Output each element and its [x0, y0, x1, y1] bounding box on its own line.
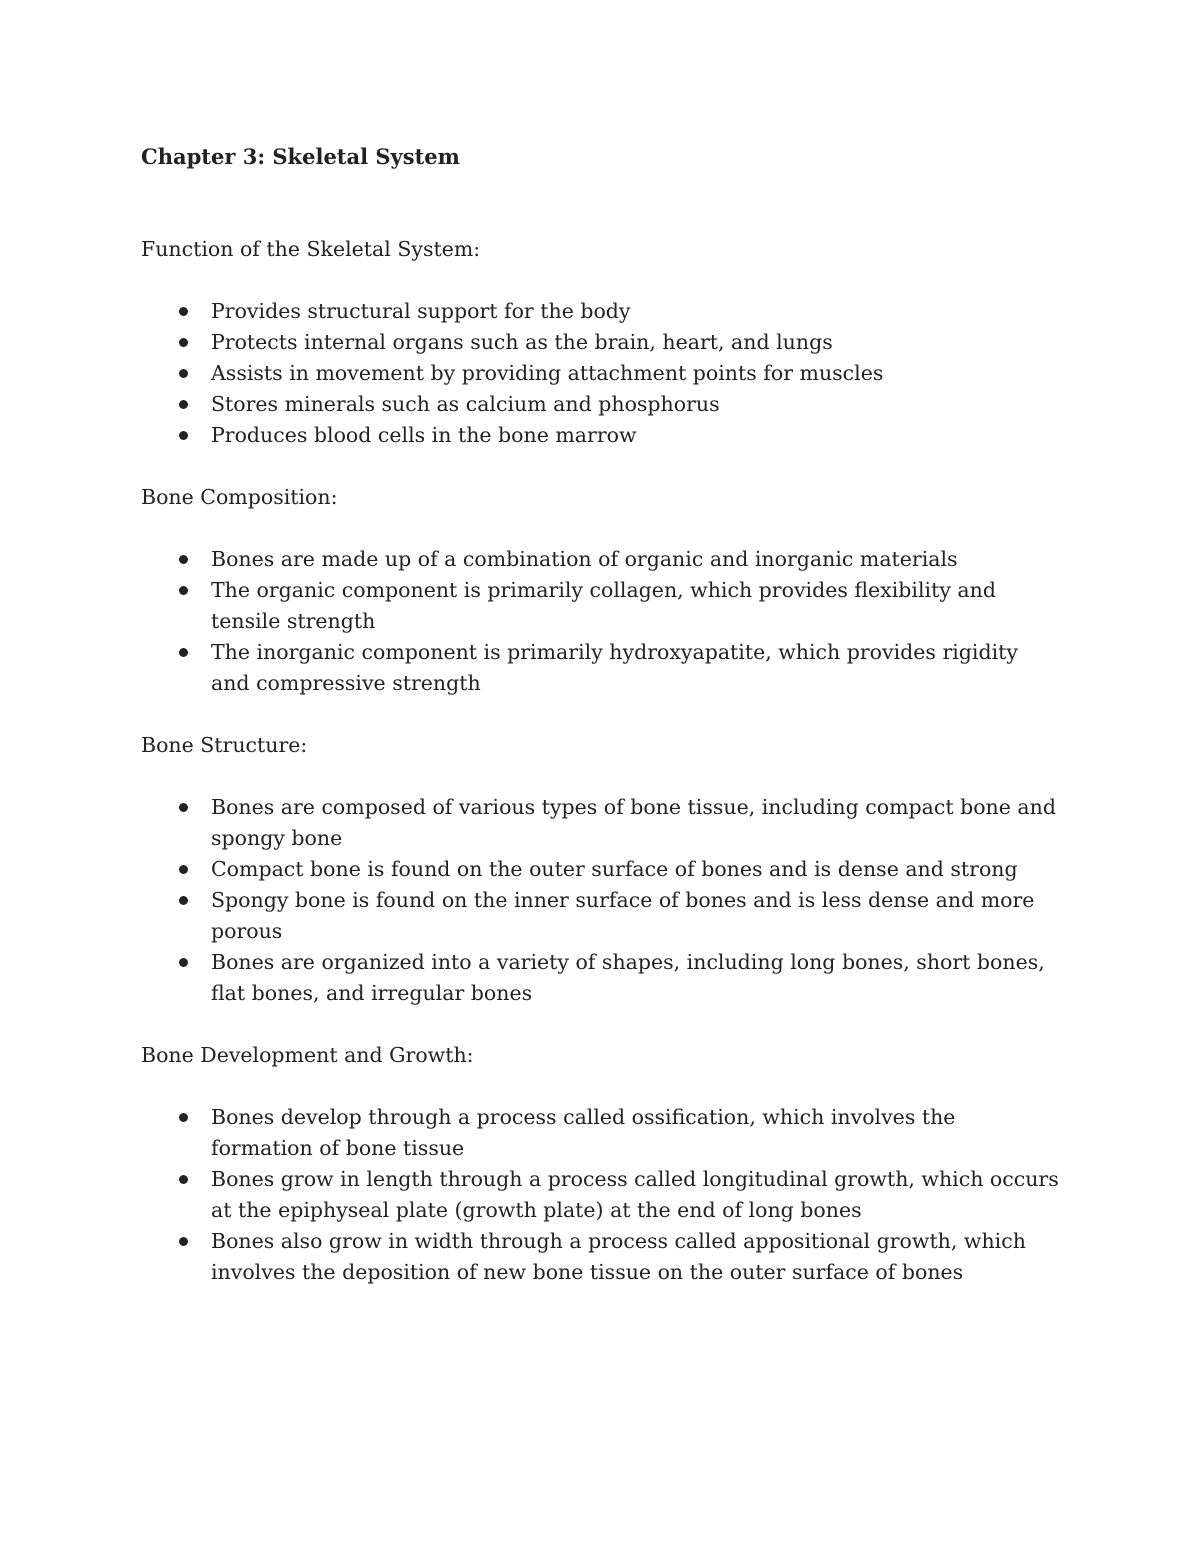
list-item — [141, 389, 1061, 420]
section-heading: Bone Composition: — [141, 485, 338, 509]
list-item-text: Bones also grow in width through a process called appositional growth, which involves the deposition of new bone tissue on the outer surface of bones — [211, 1229, 1026, 1284]
list-item — [141, 792, 1061, 854]
list-item — [141, 420, 1061, 451]
bullet-icon — [179, 1113, 188, 1122]
section-heading: Bone Development and Growth: — [141, 1043, 474, 1067]
list-item-text: Assists in movement by providing attachment points for muscles — [211, 361, 884, 385]
list-item — [141, 575, 1061, 637]
bullet-list — [141, 792, 1061, 1009]
list-item-text: Bones are made up of a combination of organic and inorganic materials — [211, 547, 958, 571]
list-item — [141, 947, 1061, 1009]
section-structure — [141, 730, 1061, 1009]
list-item — [141, 637, 1061, 699]
list-item — [141, 885, 1061, 947]
list-item — [141, 1102, 1061, 1164]
list-item-text: Compact bone is found on the outer surface of bones and is dense and strong — [211, 857, 1018, 881]
bullet-list — [141, 296, 1061, 451]
section-development — [141, 1040, 1061, 1288]
bullet-icon — [179, 307, 188, 316]
list-item-text: Bones are organized into a variety of shapes, including long bones, short bones, flat bones, and irregular bones — [211, 950, 1045, 1005]
list-item-text: Bones are composed of various types of bone tissue, including compact bone and spongy bone — [211, 795, 1056, 850]
bullet-icon — [179, 803, 188, 812]
bullet-icon — [179, 1175, 188, 1184]
list-item-text: Bones develop through a process called ossification, which involves the formation of bone tissue — [211, 1105, 956, 1160]
list-item — [141, 854, 1061, 885]
list-item-text: Stores minerals such as calcium and phosphorus — [211, 392, 720, 416]
section-composition — [141, 482, 1061, 699]
list-item — [141, 1164, 1061, 1226]
section-heading: Bone Structure: — [141, 733, 308, 757]
list-item — [141, 327, 1061, 358]
bullet-icon — [179, 1237, 188, 1246]
list-item-text: Provides structural support for the body — [211, 299, 631, 323]
document-content — [141, 141, 1061, 1288]
list-item-text: The inorganic component is primarily hydroxyapatite, which provides rigidity and compressive strength — [211, 640, 1018, 695]
bullet-list — [141, 544, 1061, 699]
list-item — [141, 544, 1061, 575]
list-item-text: The organic component is primarily collagen, which provides flexibility and tensile strength — [211, 578, 996, 633]
bullet-icon — [179, 865, 188, 874]
list-item — [141, 1226, 1061, 1288]
list-item-text: Bones grow in length through a process called longitudinal growth, which occurs at the epiphyseal plate (growth plate) at the end of long bones — [211, 1167, 1059, 1222]
bullet-list — [141, 1102, 1061, 1288]
bullet-icon — [179, 648, 188, 657]
list-item — [141, 358, 1061, 389]
section-heading: Function of the Skeletal System: — [141, 237, 481, 261]
page-title: Chapter 3: Skeletal System — [141, 144, 460, 169]
bullet-icon — [179, 400, 188, 409]
list-item-text: Protects internal organs such as the brain, heart, and lungs — [211, 330, 833, 354]
bullet-icon — [179, 958, 188, 967]
list-item — [141, 296, 1061, 327]
bullet-icon — [179, 431, 188, 440]
bullet-icon — [179, 896, 188, 905]
list-item-text: Spongy bone is found on the inner surface of bones and is less dense and more porous — [211, 888, 1035, 943]
bullet-icon — [179, 586, 188, 595]
section-function — [141, 234, 1061, 451]
list-item-text: Produces blood cells in the bone marrow — [211, 423, 637, 447]
bullet-icon — [179, 555, 188, 564]
bullet-icon — [179, 369, 188, 378]
bullet-icon — [179, 338, 188, 347]
